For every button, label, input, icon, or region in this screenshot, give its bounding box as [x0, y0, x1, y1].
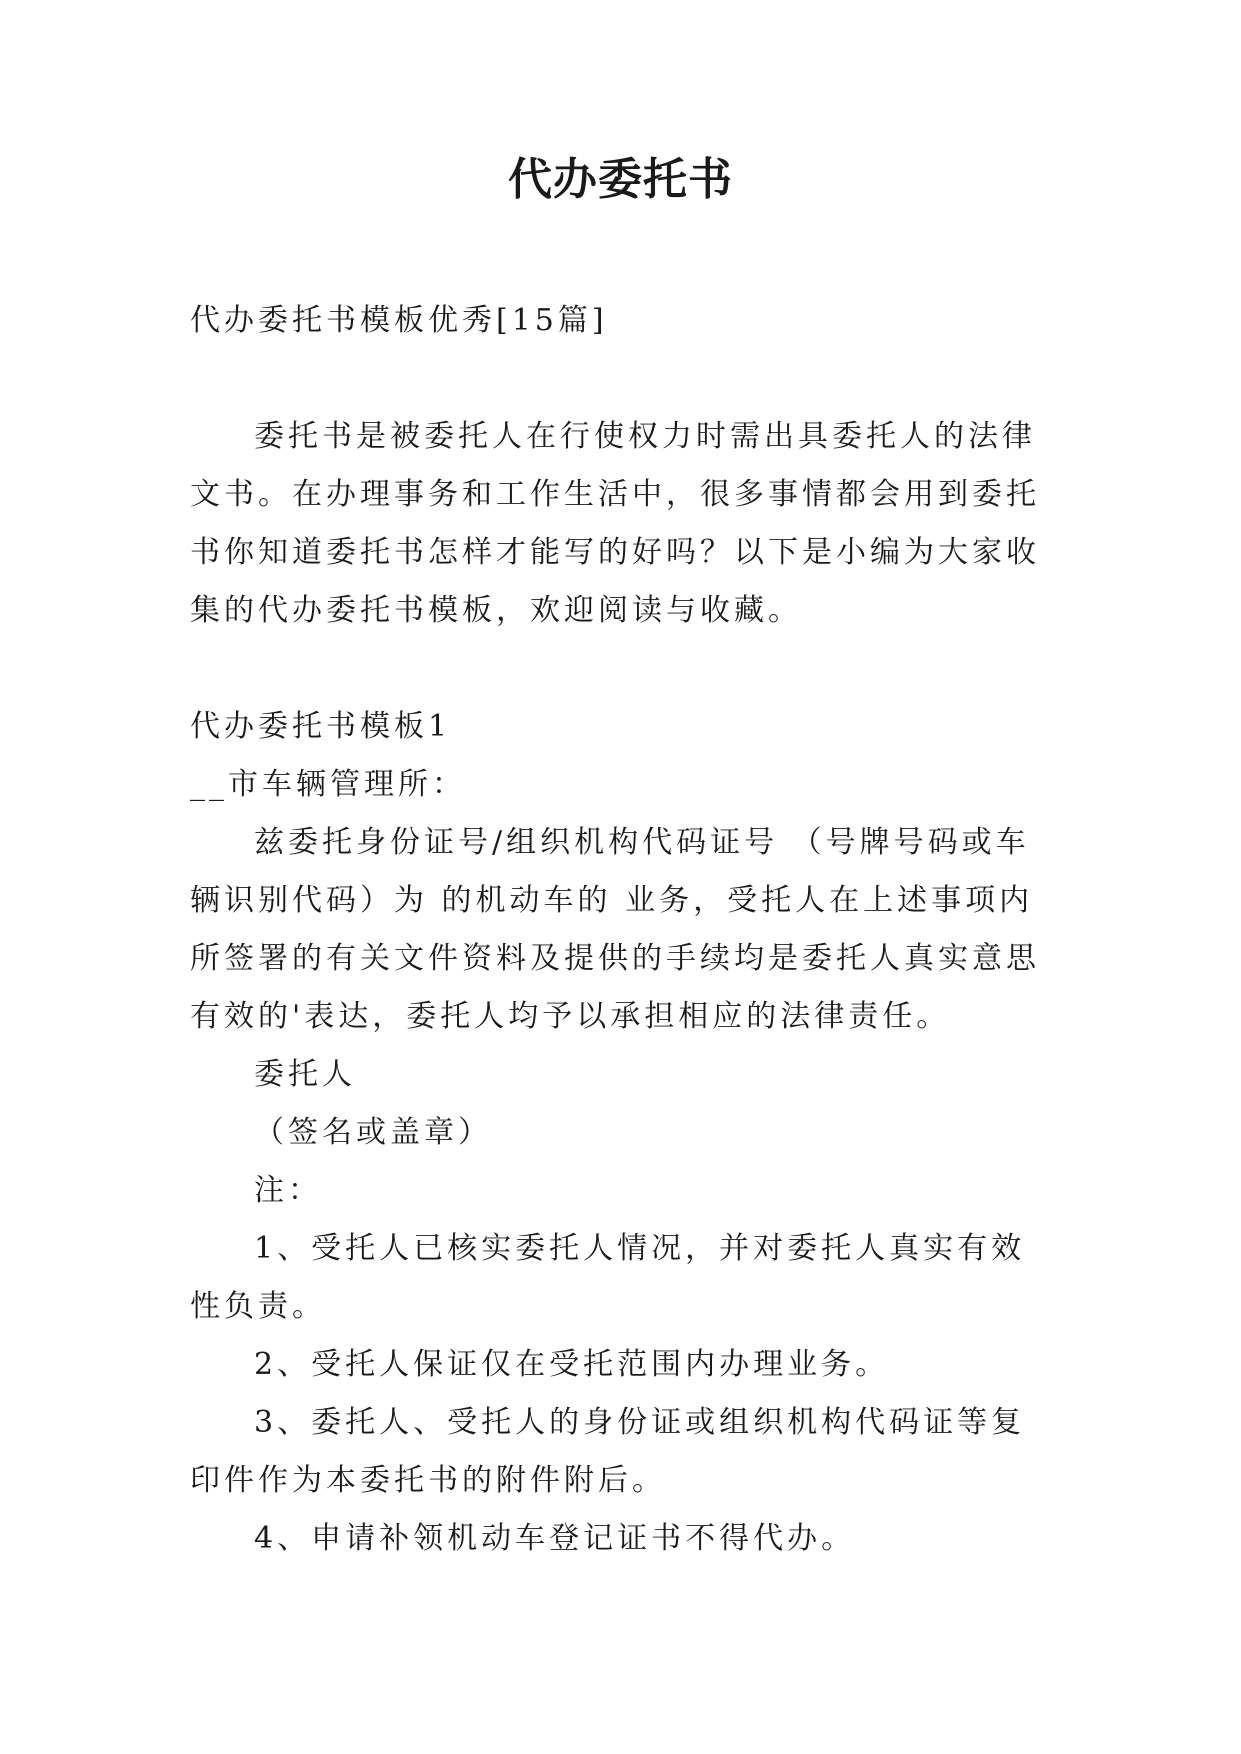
principal-label: 委托人	[254, 1057, 356, 1092]
intro-paragraph: 委托书是被委托人在行使权力时需出具委托人的法律文书。在办理事务和工作生活中，很多事情都会用到委托书你知道委托书怎样才能写的好吗？以下是小编为大家收集的代办委托书模板，欢迎阅读与收藏。	[190, 419, 1040, 628]
addressee-line: __市车辆管理所：	[190, 767, 466, 802]
note-item-1: 1、受托人已核实委托人情况，并对委托人真实有效性负责。	[190, 1231, 1026, 1324]
note-label: 注：	[254, 1173, 322, 1208]
note-item-3: 3、委托人、受托人的身份证或组织机构代码证等复印件作为本委托书的附件附后。	[190, 1405, 1026, 1498]
document-body	[190, 292, 1054, 1568]
note-item-4: 4、申请补领机动车登记证书不得代办。	[254, 1521, 856, 1556]
note-item-2: 2、受托人保证仅在受托范围内办理业务。	[254, 1347, 890, 1382]
document-title: 代办委托书	[508, 154, 733, 205]
signature-note: （签名或盖章）	[254, 1115, 492, 1150]
document-subtitle: 代办委托书模板优秀[15篇]	[190, 303, 608, 338]
section-heading: 代办委托书模板1	[190, 709, 452, 744]
entrust-paragraph: 兹委托身份证号/组织机构代码证号 （号牌号码或车辆识别代码）为 的机动车的 业务，受托人在上述事项内所签署的有关文件资料及提供的手续均是委托人真实意思有效的'表达，委托人均予以承担相应的法律责任。	[190, 825, 1040, 1034]
